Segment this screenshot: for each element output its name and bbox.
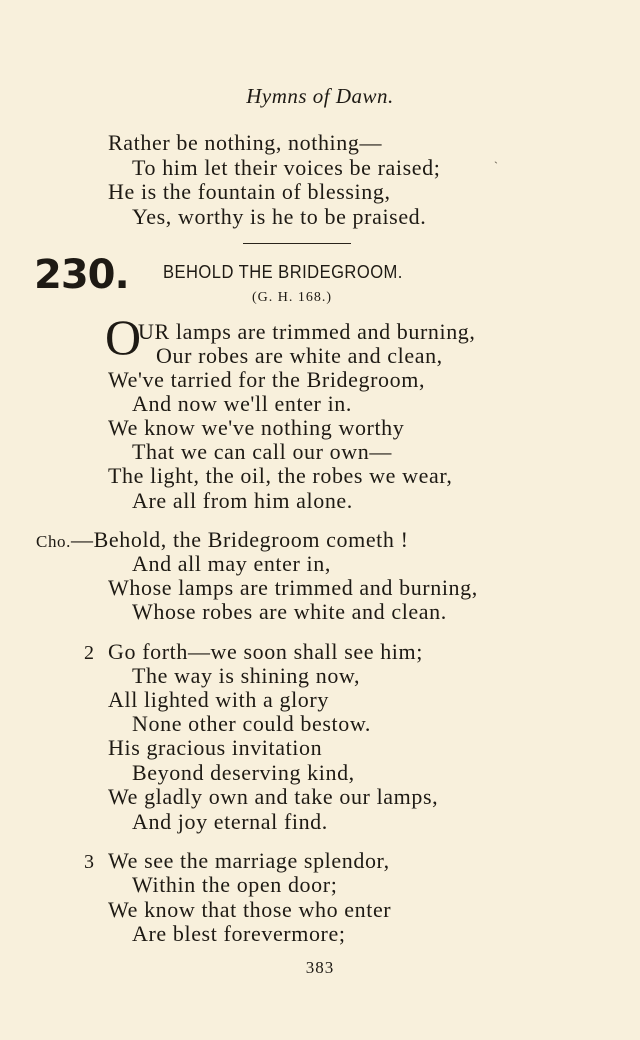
- prev-line-3: He is the fountain of blessing,: [108, 179, 391, 204]
- chorus-line-4: Whose robes are white and clean.: [132, 599, 447, 624]
- section-divider: [243, 243, 351, 244]
- verse2-line-4: None other could bestow.: [132, 711, 372, 736]
- verse2-line-7: We gladly own and take our lamps,: [108, 784, 439, 809]
- verse3-line-3: We know that those who enter: [108, 897, 392, 922]
- tune-reference: (G. H. 168.): [252, 290, 333, 305]
- verse1-line-2: Our robes are white and clean,: [156, 343, 443, 368]
- verse2-line-5: His gracious invitation: [108, 735, 323, 760]
- verse2-line-2: The way is shining now,: [132, 663, 361, 688]
- hymn-title: BEHOLD THE BRIDEGROOM.: [163, 262, 403, 282]
- verse1-line-6: That we can call our own—: [132, 439, 392, 464]
- verse1-line-7: The light, the oil, the robes we wear,: [108, 463, 453, 488]
- prev-line-4: Yes, worthy is he to be praised.: [132, 204, 427, 229]
- prev-line-2: To him let their voices be raised;: [132, 155, 441, 180]
- verse3-number: 3: [84, 851, 95, 873]
- verse1-line-8: Are all from him alone.: [132, 488, 353, 513]
- verse3-line-1: We see the marriage splendor,: [108, 848, 390, 873]
- verse1-line-4: And now we'll enter in.: [132, 391, 352, 416]
- verse2-line-1: Go forth—we soon shall see him;: [108, 639, 423, 664]
- chorus-line-2: And all may enter in,: [132, 551, 331, 576]
- verse2-number: 2: [84, 642, 95, 664]
- prev-line-1: Rather be nothing, nothing—: [108, 130, 383, 155]
- verse2-line-6: Beyond deserving kind,: [132, 760, 355, 785]
- chorus-first-line: —Behold, the Bridegroom cometh !: [71, 527, 409, 552]
- verse1-line-1: [138, 320, 476, 344]
- verse3-line-4: Are blest forevermore;: [132, 921, 346, 946]
- chorus-line-3: Whose lamps are trimmed and burning,: [108, 575, 478, 600]
- verse2-line-3: All lighted with a glory: [108, 687, 329, 712]
- running-header: Hymns of Dawn.: [246, 84, 394, 108]
- stray-mark: ˎ: [494, 150, 498, 164]
- drop-cap: O: [105, 309, 142, 365]
- chorus-label: Cho.: [36, 532, 71, 551]
- page-number: 383: [305, 958, 335, 977]
- verse1-line-3: We've tarried for the Bridegroom,: [108, 367, 426, 392]
- verse1-line-5: We know we've nothing worthy: [108, 415, 405, 440]
- verse3-line-2: Within the open door;: [132, 872, 338, 897]
- verse2-line-8: And joy eternal find.: [132, 809, 328, 834]
- verse1-first-line-text: UR lamps are trimmed and burning,: [138, 319, 476, 344]
- hymn-number: 230.: [34, 252, 129, 298]
